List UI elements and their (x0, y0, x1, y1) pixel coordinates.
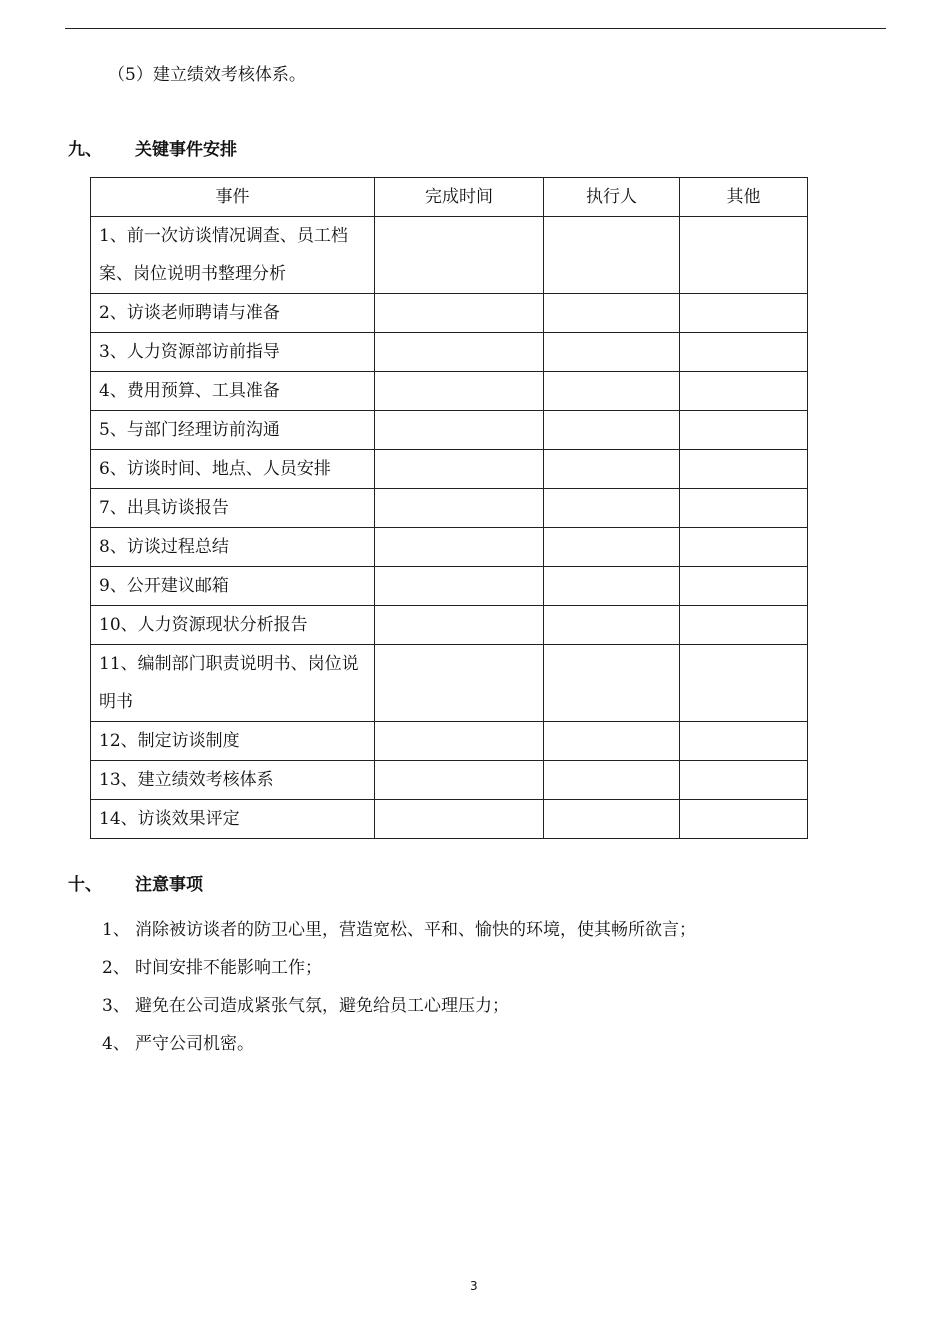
table-row (91, 217, 808, 294)
list-item (102, 916, 696, 954)
table-row (91, 606, 808, 645)
list-item (102, 954, 696, 992)
owner-cell (544, 800, 680, 839)
time-cell (375, 333, 544, 372)
event-cell: 1、前一次访谈情况调查、员工档案、岗位说明书整理分析 (91, 217, 375, 294)
section-10-heading (68, 870, 203, 895)
other-cell (680, 645, 808, 722)
other-cell (680, 528, 808, 567)
table-row (91, 489, 808, 528)
table-row (91, 567, 808, 606)
table-row (91, 645, 808, 722)
header-event: 事件 (91, 178, 375, 217)
time-cell (375, 372, 544, 411)
section-10-number: 十、 (68, 875, 102, 895)
owner-cell (544, 606, 680, 645)
time-cell (375, 528, 544, 567)
other-cell (680, 800, 808, 839)
table-row (91, 450, 808, 489)
event-cell: 8、访谈过程总结 (91, 528, 375, 567)
other-cell (680, 761, 808, 800)
table-header-row (91, 178, 808, 217)
page-number: 3 (470, 1279, 478, 1293)
table-row (91, 294, 808, 333)
note-number: 2、 (102, 958, 130, 978)
intro-line: （5）建立绩效考核体系。 (108, 65, 306, 85)
other-cell (680, 567, 808, 606)
list-item (102, 1030, 696, 1068)
header-other: 其他 (680, 178, 808, 217)
time-cell (375, 294, 544, 333)
owner-cell (544, 761, 680, 800)
key-events-table (90, 177, 808, 839)
note-number: 3、 (102, 996, 130, 1016)
event-cell: 11、编制部门职责说明书、岗位说明书 (91, 645, 375, 722)
time-cell (375, 217, 544, 294)
event-cell: 14、访谈效果评定 (91, 800, 375, 839)
owner-cell (544, 333, 680, 372)
other-cell (680, 294, 808, 333)
header-time: 完成时间 (375, 178, 544, 217)
owner-cell (544, 450, 680, 489)
owner-cell (544, 528, 680, 567)
owner-cell (544, 567, 680, 606)
event-cell: 3、人力资源部访前指导 (91, 333, 375, 372)
section-9-number: 九、 (68, 140, 102, 160)
owner-cell (544, 411, 680, 450)
table-row (91, 722, 808, 761)
event-cell: 10、人力资源现状分析报告 (91, 606, 375, 645)
other-cell (680, 333, 808, 372)
event-cell: 9、公开建议邮箱 (91, 567, 375, 606)
event-cell: 6、访谈时间、地点、人员安排 (91, 450, 375, 489)
header-owner: 执行人 (544, 178, 680, 217)
section-10-title: 注意事项 (135, 875, 203, 895)
time-cell (375, 489, 544, 528)
owner-cell (544, 294, 680, 333)
time-cell (375, 606, 544, 645)
note-text: 消除被访谈者的防卫心里，营造宽松、平和、愉快的环境，使其畅所欲言； (135, 920, 696, 940)
owner-cell (544, 722, 680, 761)
other-cell (680, 450, 808, 489)
table-row (91, 411, 808, 450)
event-cell: 7、出具访谈报告 (91, 489, 375, 528)
list-item (102, 992, 696, 1030)
time-cell (375, 800, 544, 839)
event-cell: 4、费用预算、工具准备 (91, 372, 375, 411)
table-row (91, 333, 808, 372)
notes-list (102, 916, 696, 1068)
other-cell (680, 489, 808, 528)
table-row (91, 761, 808, 800)
other-cell (680, 217, 808, 294)
time-cell (375, 722, 544, 761)
note-text: 严守公司机密。 (135, 1034, 254, 1054)
note-number: 4、 (102, 1034, 130, 1054)
time-cell (375, 761, 544, 800)
other-cell (680, 606, 808, 645)
table-row (91, 528, 808, 567)
time-cell (375, 450, 544, 489)
table-row (91, 372, 808, 411)
time-cell (375, 567, 544, 606)
event-cell: 13、建立绩效考核体系 (91, 761, 375, 800)
event-cell: 12、制定访谈制度 (91, 722, 375, 761)
header-rule (65, 28, 886, 29)
other-cell (680, 722, 808, 761)
owner-cell (544, 645, 680, 722)
section-9-heading (68, 135, 237, 160)
note-text: 时间安排不能影响工作； (135, 958, 322, 978)
other-cell (680, 372, 808, 411)
table-row (91, 800, 808, 839)
event-cell: 5、与部门经理访前沟通 (91, 411, 375, 450)
note-number: 1、 (102, 920, 130, 940)
time-cell (375, 645, 544, 722)
other-cell (680, 411, 808, 450)
owner-cell (544, 489, 680, 528)
note-text: 避免在公司造成紧张气氛，避免给员工心理压力； (135, 996, 509, 1016)
owner-cell (544, 217, 680, 294)
owner-cell (544, 372, 680, 411)
section-9-title: 关键事件安排 (135, 140, 237, 160)
time-cell (375, 411, 544, 450)
event-cell: 2、访谈老师聘请与准备 (91, 294, 375, 333)
